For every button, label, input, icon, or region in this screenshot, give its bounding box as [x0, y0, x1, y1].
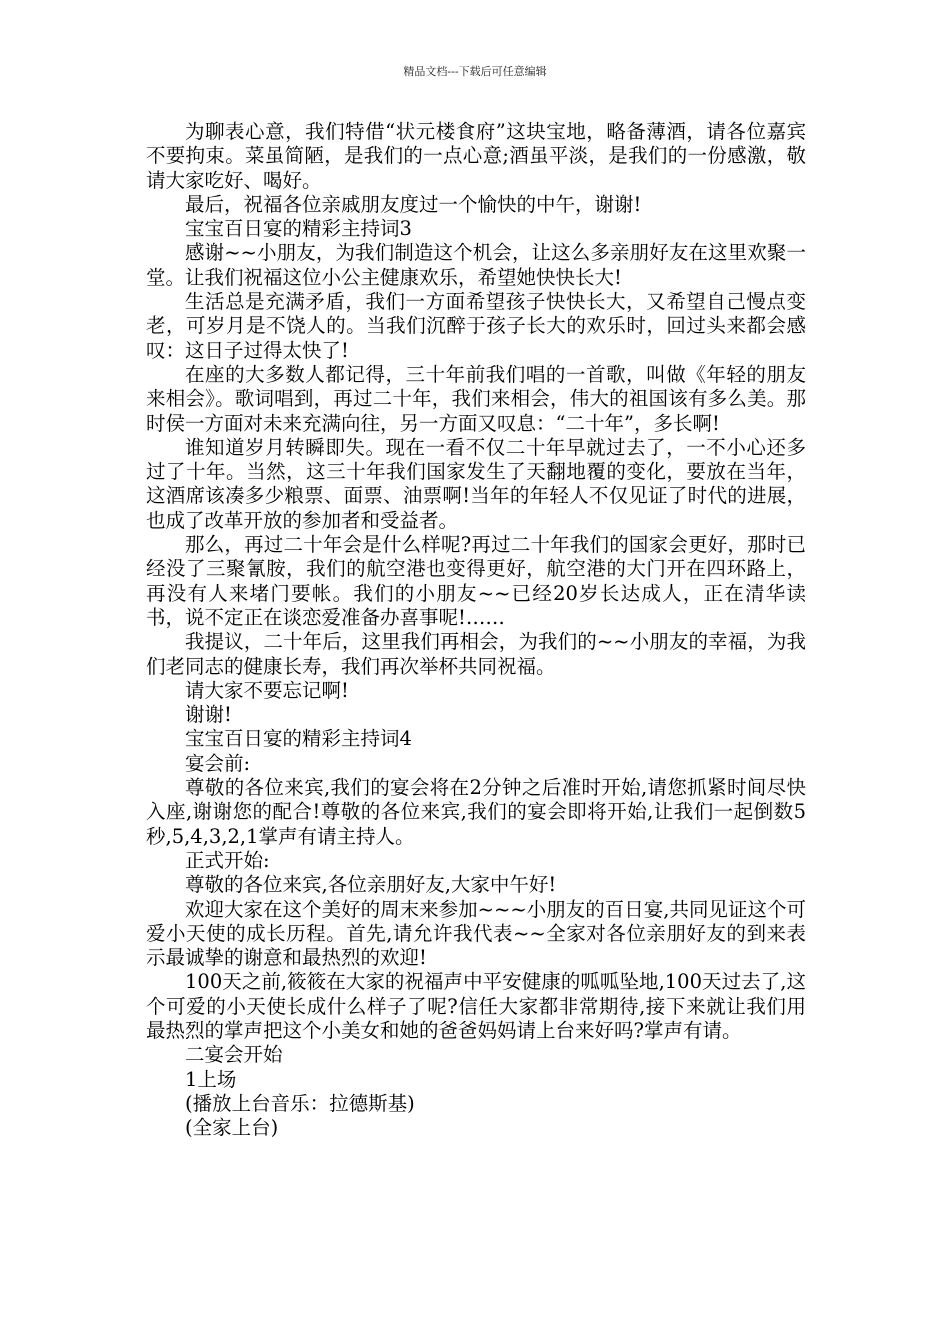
paragraph: 尊敬的各位来宾,各位亲朋好友,大家中午好!: [185, 873, 557, 897]
paragraph: 最后，祝福各位亲戚朋友度过一个愉快的中午，谢谢!: [185, 192, 642, 216]
paragraph: 谁知道岁月转瞬即失。现在一看不仅二十年早就过去了，一不小心还多过了十年。当然，这三十年我们国家发生了天翻地覆的变化，要放在当年，这酒席该凑多少粮票、面票、油票啊!当年的年轻人不仅见证了时代的进展，也成了改革开放的参加者和受益者。: [146, 435, 806, 532]
paragraph: (播放上台音乐：拉德斯基): [185, 1091, 415, 1115]
paragraph: 100天之前,筱筱在大家的祝福声中平安健康的呱呱坠地,100天过去了,这个可爱的小天使长成什么样子了呢?信任大家都非常期待,接下来就让我们用最热烈的掌声把这个小美女和她的爸爸妈妈请上台来好吗?掌声有请。: [146, 970, 806, 1042]
paragraph: 二宴会开始: [185, 1043, 283, 1067]
paragraph: 正式开始:: [185, 848, 270, 872]
document-body: [146, 120, 806, 1140]
paragraph: 尊敬的各位来宾,我们的宴会将在2分钟之后准时开始,请您抓紧时间尽快入座,谢谢您的配合!尊敬的各位来宾,我们的宴会即将开始,让我们一起倒数5秒,5,4,3,2,1掌声有请主持人。: [146, 776, 806, 848]
paragraph: 为聊表心意，我们特借“状元楼食府”这块宝地，略备薄酒，请各位嘉宾不要拘束。菜虽简陋，是我们的一点心意;酒虽平淡，是我们的一份感激，敬请大家吃好、喝好。: [146, 120, 806, 192]
section-heading: 宝宝百日宴的精彩主持词4: [185, 727, 412, 751]
paragraph: 感谢~~小朋友，为我们制造这个机会，让这么多亲朋好友在这里欢聚一堂。让我们祝福这位小公主健康欢乐，希望她快快长大!: [146, 241, 806, 289]
paragraph: 谢谢!: [185, 703, 232, 727]
paragraph: 那么，再过二十年会是什么样呢?再过二十年我们的国家会更好，那时已经没了三聚氰胺，我们的航空港也变得更好，航空港的大门开在四环路上，再没有人来堵门要帐。我们的小朋友~~已经20岁长达成人，正在清华读书，说不定正在谈恋爱准备办喜事呢!……: [146, 533, 806, 629]
section-heading: 宝宝百日宴的精彩主持词3: [185, 217, 412, 241]
paragraph: 我提议，二十年后，这里我们再相会，为我们的~~小朋友的幸福，为我们老同志的健康长寿，我们再次举杯共同祝福。: [146, 630, 806, 678]
paragraph: 请大家不要忘记啊!: [185, 678, 349, 702]
paragraph: 宴会前:: [185, 751, 251, 775]
page-header: 精品文档---下载后可任意编辑: [403, 65, 547, 78]
paragraph: 生活总是充满矛盾，我们一方面希望孩子快快长大，又希望自己慢点变老，可岁月是不饶人的。当我们沉醉于孩子长大的欢乐时，回过头来都会感叹：这日子过得太快了!: [146, 290, 806, 362]
paragraph: (全家上台): [185, 1116, 279, 1140]
paragraph: 1上场: [185, 1067, 237, 1091]
paragraph: 欢迎大家在这个美好的周末来参加~~~小朋友的百日宴,共同见证这个可爱小天使的成长历程。首先,请允许我代表~~全家对各位亲朋好友的到来表示最诚挚的谢意和最热烈的欢迎!: [146, 897, 806, 970]
paragraph: 在座的大多数人都记得，三十年前我们唱的一首歌，叫做《年轻的朋友来相会》。歌词唱到，再过二十年，我们来相会，伟大的祖国该有多么美。那时侯一方面对未来充满向往，另一方面又叹息：“二十年”，多长啊!: [146, 362, 806, 435]
